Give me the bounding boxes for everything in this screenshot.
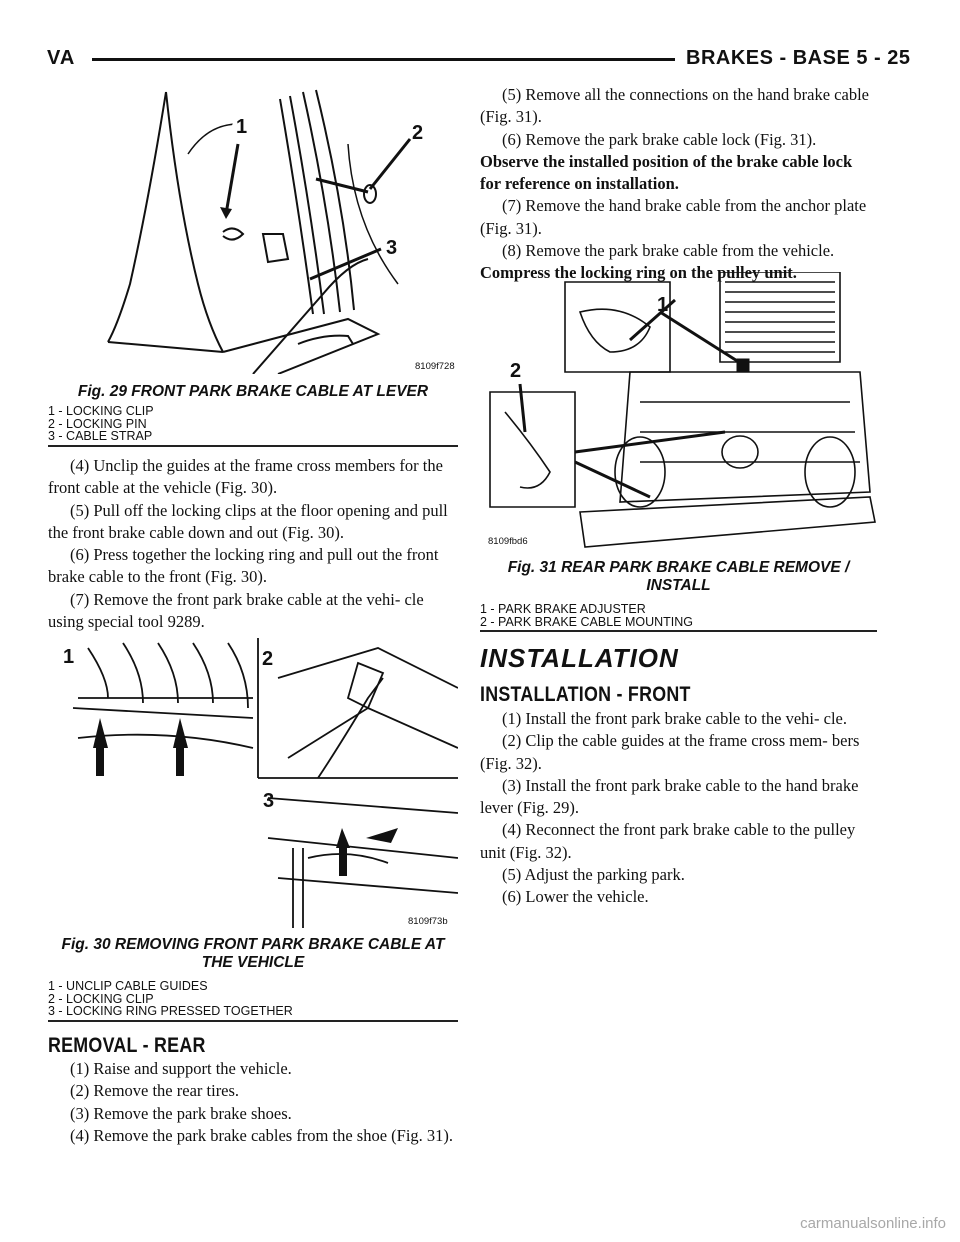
fig30-title-line: THE VEHICLE bbox=[201, 954, 305, 971]
fig31-illustration bbox=[480, 272, 877, 557]
fig29-illustration bbox=[48, 84, 458, 374]
step-paragraph: (8) Remove the park brake cable from the vehicle. bbox=[502, 241, 835, 261]
step-paragraph: (2) Remove the rear tires. bbox=[70, 1081, 240, 1101]
fig30-callout-3: 3 bbox=[263, 790, 275, 812]
step-paragraph: (4) Unclip the guides at the frame cross members for the front cable at the vehicle (Fig. 30). bbox=[48, 456, 443, 498]
removal-rear-steps bbox=[48, 1058, 458, 1147]
step-paragraph: (1) Raise and support the vehicle. bbox=[70, 1059, 292, 1078]
fig30-code: 8109f73b bbox=[408, 916, 448, 927]
fig31-code: 8109fbd6 bbox=[488, 536, 528, 547]
installation-heading: INSTALLATION bbox=[480, 643, 679, 673]
header-rule bbox=[92, 58, 675, 61]
step-paragraph: (7) Remove the hand brake cable from the anchor plate (Fig. 31). bbox=[480, 196, 867, 238]
lever-drawing bbox=[48, 84, 458, 374]
fig30-illustration bbox=[48, 638, 458, 928]
callout-2 bbox=[370, 139, 410, 189]
step-paragraph: (1) Install the front park brake cable to the vehi- cle. bbox=[502, 709, 847, 728]
fig31-legend-item: 2 - PARK BRAKE CABLE MOUNTING bbox=[480, 614, 694, 629]
fig30-legend-item: 2 - LOCKING CLIP bbox=[48, 991, 154, 1006]
removal-rear-heading: REMOVAL - REAR bbox=[48, 1034, 206, 1057]
fig29-legend-item: 3 - CABLE STRAP bbox=[48, 429, 153, 443]
fig30-title-line: Fig. 30 REMOVING FRONT PARK BRAKE CABLE AT bbox=[61, 936, 445, 953]
fig30-title bbox=[48, 936, 458, 972]
step-note-bold: Observe the installed position of the brake cable lock for reference on installation. bbox=[480, 151, 853, 194]
cable-guides-drawing bbox=[48, 638, 458, 928]
fig29-callout-2: 2 bbox=[412, 122, 424, 144]
fig31-rule bbox=[480, 630, 877, 632]
rear-axle-drawing bbox=[480, 272, 877, 557]
fig30-legend-item: 3 - LOCKING RING PRESSED TOGETHER bbox=[48, 1004, 293, 1018]
step-note-bold: Compress the locking ring on the pulley unit. bbox=[480, 263, 797, 283]
fig31-title-line: Fig. 31 REAR PARK BRAKE CABLE REMOVE / bbox=[507, 559, 850, 576]
step-paragraph: (3) Install the front park brake cable to the hand brake lever (Fig. 29). bbox=[480, 775, 859, 818]
step-paragraph: (6) Remove the park brake cable lock (Fig. 31). bbox=[502, 129, 817, 149]
header-page-title: BRAKES - BASE 5 - 25 bbox=[686, 47, 911, 69]
left-steps bbox=[48, 455, 458, 633]
fig30-legend bbox=[48, 980, 293, 1018]
fig31-callout-2: 2 bbox=[510, 360, 522, 382]
header-section-code: VA bbox=[47, 47, 76, 69]
step-paragraph: (5) Pull off the locking clips at the floor opening and pull the front brake cable down and out (Fig. 30). bbox=[48, 500, 448, 542]
fig29-code: 8109f728 bbox=[415, 361, 455, 372]
step-paragraph: (2) Clip the cable guides at the frame cross mem- bers (Fig. 32). bbox=[480, 731, 860, 773]
right-steps bbox=[480, 84, 877, 285]
step-paragraph: (6) Lower the vehicle. bbox=[502, 887, 649, 907]
callout-3 bbox=[310, 249, 381, 279]
fig29-rule bbox=[48, 445, 458, 447]
step-paragraph: (5) Remove all the connections on the hand brake cable (Fig. 31). bbox=[480, 85, 869, 127]
installation-steps bbox=[480, 708, 877, 909]
fig31-title-line: INSTALL bbox=[646, 577, 711, 594]
fig29-callout-3: 3 bbox=[386, 237, 398, 259]
watermark[interactable]: carmanualsonline.info bbox=[800, 1215, 946, 1232]
fig30-legend-item: 1 - UNCLIP CABLE GUIDES bbox=[48, 979, 208, 993]
step-paragraph: (4) Remove the park brake cables from the shoe (Fig. 31). bbox=[70, 1125, 454, 1145]
step-paragraph: (6) Press together the locking ring and pull out the front brake cable to the front (Fig. 30). bbox=[48, 545, 439, 587]
fig31-legend bbox=[480, 603, 693, 628]
fig31-legend-item: 1 - PARK BRAKE ADJUSTER bbox=[480, 602, 646, 616]
installation-front-heading: INSTALLATION - FRONT bbox=[480, 683, 691, 706]
fig31-title bbox=[480, 559, 877, 595]
fig29-callout-1: 1 bbox=[236, 116, 248, 138]
fig30-callout-2: 2 bbox=[262, 648, 274, 670]
step-paragraph: (4) Reconnect the front park brake cable to the pulley unit (Fig. 32). bbox=[480, 820, 856, 862]
fig29-legend-item: 1 - LOCKING CLIP bbox=[48, 404, 154, 418]
fig29-title: Fig. 29 FRONT PARK BRAKE CABLE AT LEVER bbox=[77, 383, 429, 400]
fig30-rule bbox=[48, 1020, 458, 1022]
step-paragraph: (5) Adjust the parking park. bbox=[502, 865, 685, 885]
fig31-callout-1: 1 bbox=[657, 294, 669, 316]
step-paragraph: (3) Remove the park brake shoes. bbox=[70, 1103, 292, 1123]
step-paragraph: (7) Remove the front park brake cable at the vehi- cle using special tool 9289. bbox=[48, 589, 424, 632]
fig29-legend bbox=[48, 405, 154, 443]
fig29-legend-item: 2 - LOCKING PIN bbox=[48, 416, 147, 431]
fig30-callout-1: 1 bbox=[63, 646, 75, 668]
